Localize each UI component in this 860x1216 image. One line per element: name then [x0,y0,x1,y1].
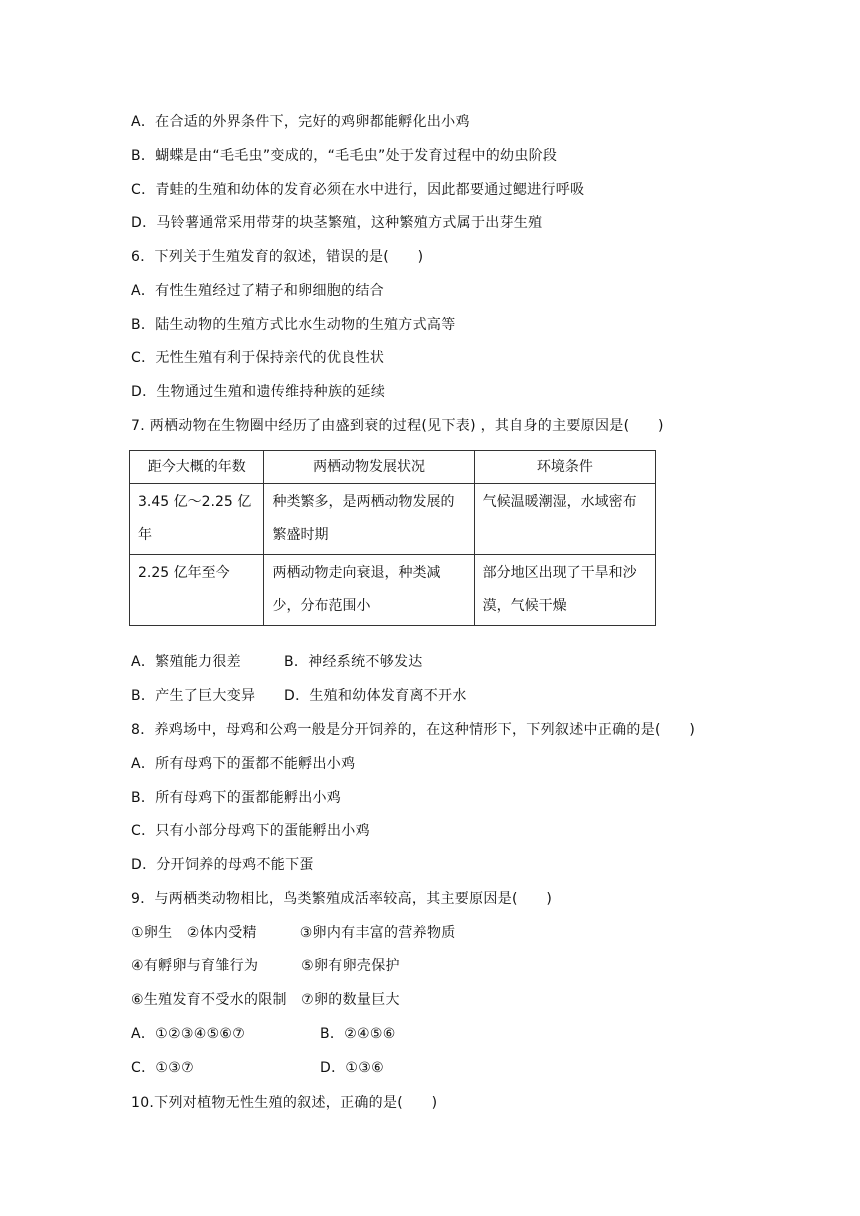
table-cell: 种类繁多，是两栖动物发展的繁盛时期 [264,484,474,555]
table-header-environment: 环境条件 [474,451,655,484]
table-header-years: 距今大概的年数 [130,451,264,484]
q6-option-b: B．陆生动物的生殖方式比水生动物的生殖方式高等 [131,317,456,333]
q5-option-c: C．青蛙的生殖和幼体的发育必须在水中进行，因此都要通过鳃进行呼吸 [131,182,585,198]
q8-stem: 8．养鸡场中，母鸡和公鸡一般是分开饲养的，在这种情形下，下列叙述中正确的是( ) [131,722,696,738]
q8-option-c: C．只有小部分母鸡下的蛋能孵出小鸡 [131,823,370,839]
q7-stem: 7. 两栖动物在生物圈中经历了由盛到衰的过程(见下表) ，其自身的主要原因是( ) [131,418,664,434]
q5-option-b: B．蝴蝶是由“毛毛虫”变成的，“毛毛虫”处于发育过程中的幼虫阶段 [131,148,558,164]
table-row [130,555,656,626]
q10-stem: 10.下列对植物无性生殖的叙述，正确的是( ) [131,1095,438,1111]
table-cell: 部分地区出现了干旱和沙漠，气候干燥 [474,555,655,626]
q9-stem: 9．与两栖类动物相比，鸟类繁殖成活率较高，其主要原因是( ) [131,891,553,907]
table-header-row [130,451,656,484]
amphibian-history-table [129,450,656,626]
q9-statements-2: ④有孵卵与育雏行为 ⑤卵有卵壳保护 [131,958,400,974]
q9-option-c: C．①③⑦ [131,1060,194,1076]
q8-option-b: B．所有母鸡下的蛋都能孵出小鸡 [131,790,342,806]
q7-option-d: D．生殖和幼体发育离不开水 [284,688,467,704]
table-cell: 3.45 亿～2.25 亿年 [130,484,264,555]
q6-stem: 6．下列关于生殖发育的叙述，错误的是( ) [131,249,424,265]
table-cell: 2.25 亿年至今 [130,555,264,626]
q9-option-d: D．①③⑥ [320,1060,384,1076]
table-cell: 两栖动物走向衰退，种类减少，分布范围小 [264,555,474,626]
q8-option-a: A．所有母鸡下的蛋都不能孵出小鸡 [131,756,356,772]
q9-statements-1: ①卵生 ②体内受精 ③卵内有丰富的营养物质 [131,925,456,941]
q9-option-b: B．②④⑤⑥ [320,1026,396,1042]
q5-option-d: D．马铃薯通常采用带芽的块茎繁殖，这种繁殖方式属于出芽生殖 [131,215,543,231]
table-row [130,484,656,555]
q7-option-a: A．繁殖能力很差 [131,654,241,670]
q7-option-c: B．产生了巨大变异 [131,688,256,704]
q5-option-a: A．在合适的外界条件下，完好的鸡卵都能孵化出小鸡 [131,114,470,130]
q6-option-d: D．生物通过生殖和遗传维持种族的延续 [131,384,386,400]
q9-statements-3: ⑥生殖发育不受水的限制 ⑦卵的数量巨大 [131,992,400,1008]
q9-option-a: A．①②③④⑤⑥⑦ [131,1026,246,1042]
table-header-development: 两栖动物发展状况 [264,451,474,484]
q8-option-d: D．分开饲养的母鸡不能下蛋 [131,857,314,873]
q7-option-b: B．神经系统不够发达 [284,654,423,670]
table-cell: 气候温暖潮湿，水域密布 [474,484,655,555]
q6-option-a: A．有性生殖经过了精子和卵细胞的结合 [131,283,384,299]
q6-option-c: C．无性生殖有利于保持亲代的优良性状 [131,350,385,366]
